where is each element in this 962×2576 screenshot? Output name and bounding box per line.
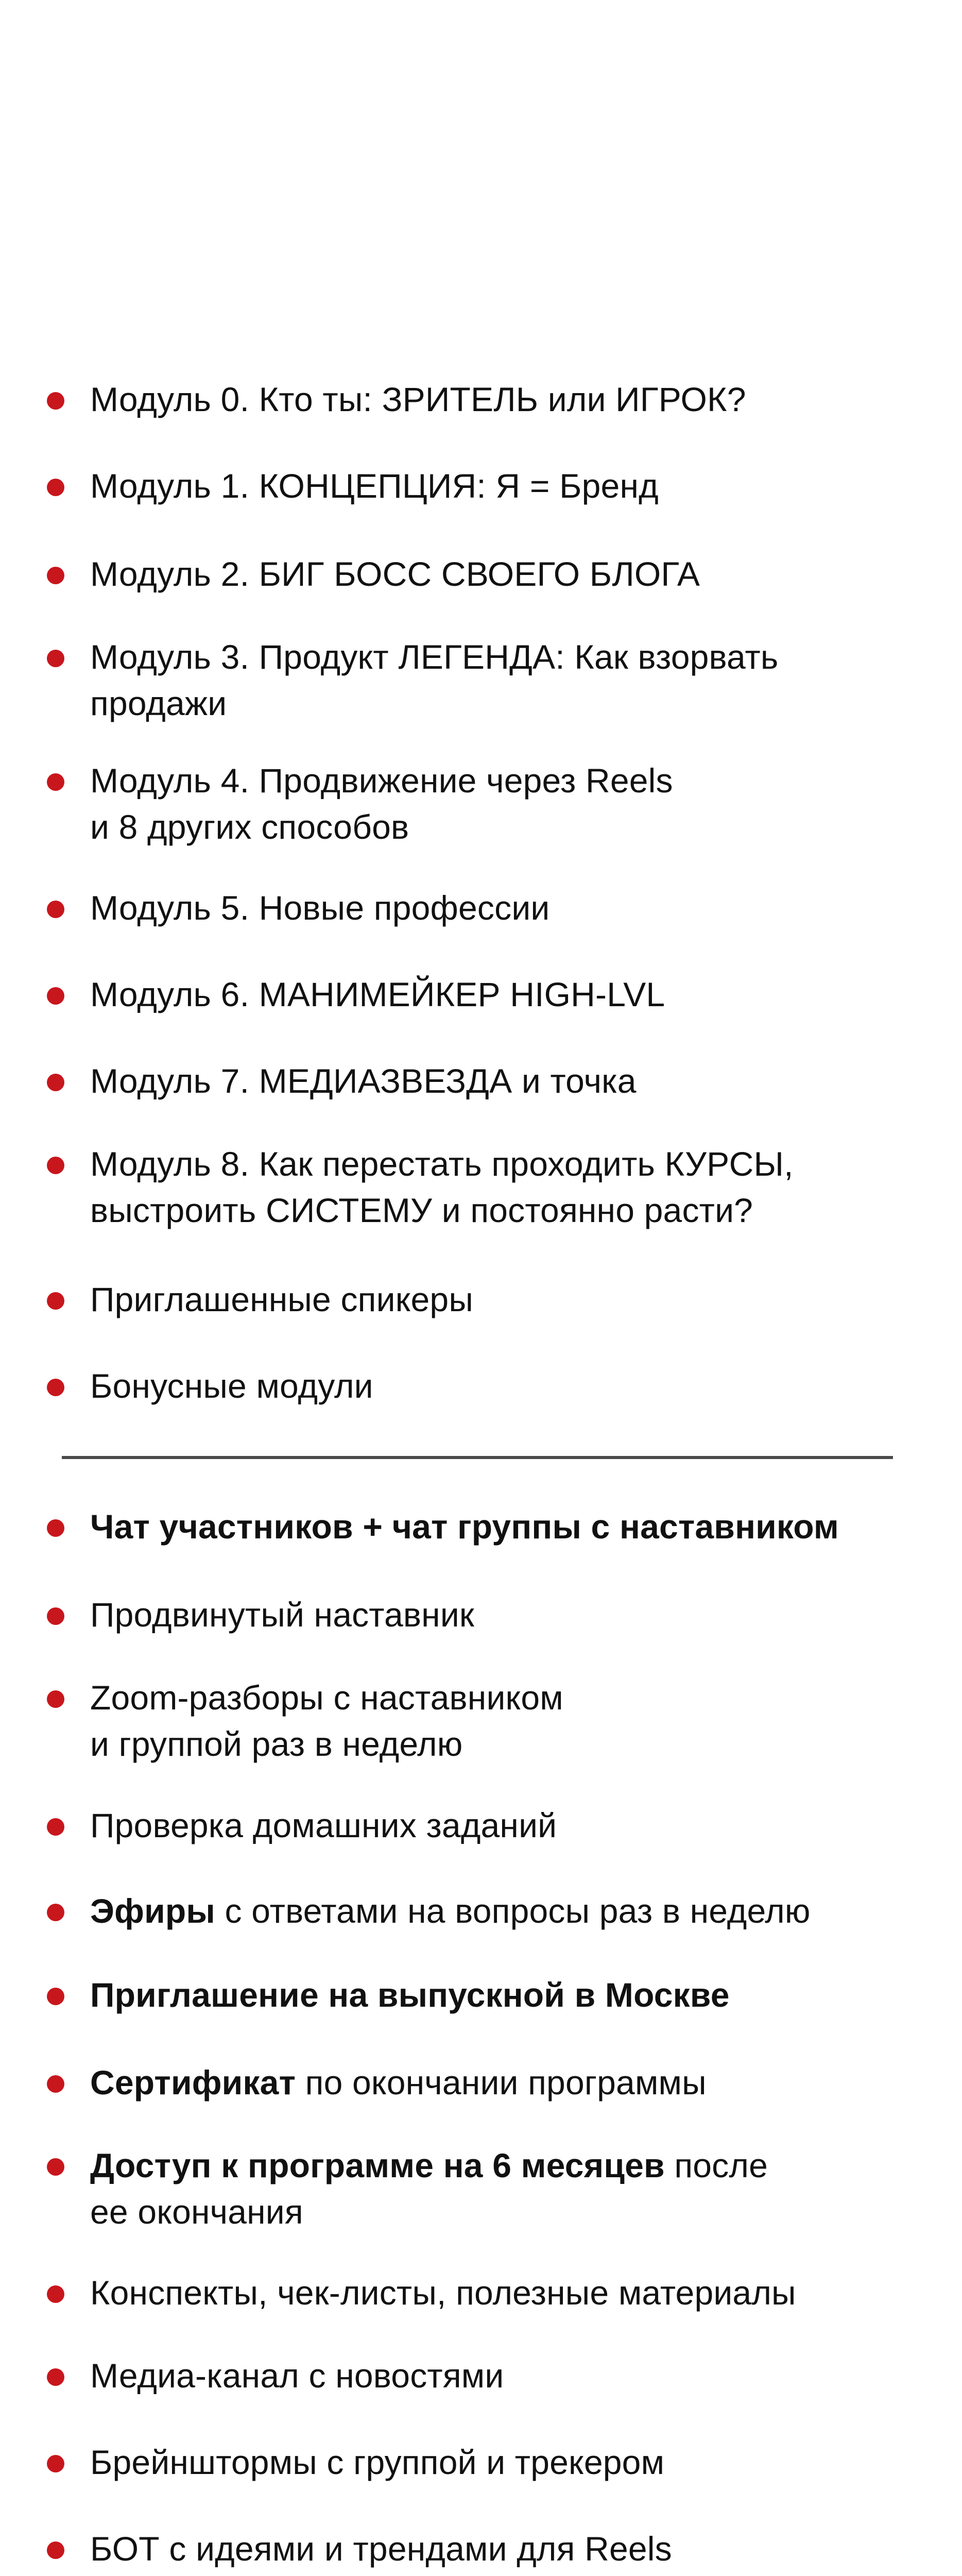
bullet-icon xyxy=(47,1904,64,1921)
list-item xyxy=(90,2526,894,2572)
list-item xyxy=(90,376,894,422)
list-item xyxy=(90,634,894,726)
module-label: Модуль 1. КОНЦЕПЦИЯ: Я = Бренд xyxy=(90,467,659,505)
bullet-icon xyxy=(47,2541,64,2559)
feature-label xyxy=(90,2357,504,2395)
bullet-icon xyxy=(47,2455,64,2472)
feature-label xyxy=(90,2443,664,2481)
list-item xyxy=(90,1503,894,1550)
list-item xyxy=(90,463,894,509)
module-label: Модуль 2. БИГ БОСС СВОЕГО БЛОГА xyxy=(90,555,700,593)
feature-text: по окончании программы xyxy=(296,2063,707,2102)
list-item xyxy=(90,1802,894,1849)
bullet-icon xyxy=(47,2075,64,2093)
feature-text: Проверка домашних заданий xyxy=(90,1806,557,1844)
feature-label xyxy=(90,1976,730,2014)
list-item xyxy=(90,2439,894,2485)
list-item xyxy=(90,2352,894,2399)
feature-text: Конспекты, чек-листы, полезные материалы xyxy=(90,2274,796,2312)
feature-line-2: и группой раз в неделю xyxy=(90,1725,463,1763)
list-item xyxy=(90,885,894,931)
bullet-icon xyxy=(47,1607,64,1625)
module-label: Модуль 7. МЕДИАЗВЕЗДА и точка xyxy=(90,1062,637,1100)
feature-label xyxy=(90,1892,811,1930)
feature-text: Брейнштормы с группой и трекером xyxy=(90,2443,665,2481)
bullet-icon xyxy=(47,1818,64,1836)
feature-label xyxy=(90,1806,557,1844)
section-divider xyxy=(62,1456,893,1459)
feature-label xyxy=(90,1507,839,1546)
bullet-icon xyxy=(47,1292,64,1310)
list-item xyxy=(90,1058,894,1104)
module-label-line-2: и 8 других способов xyxy=(90,808,409,846)
bullet-icon xyxy=(47,773,64,791)
feature-bold-text: Приглашение на выпускной в Москве xyxy=(90,1976,730,2014)
module-label: Бонусные модули xyxy=(90,1367,373,1405)
bullet-icon xyxy=(47,1690,64,1708)
bullet-icon xyxy=(47,1519,64,1537)
feature-label xyxy=(90,2146,768,2231)
list-item xyxy=(90,2142,894,2235)
bullet-icon xyxy=(47,2158,64,2176)
module-label xyxy=(90,638,779,722)
bullet-icon xyxy=(47,567,64,584)
bullet-icon xyxy=(47,1988,64,2005)
feature-bold-text: Эфиры xyxy=(90,1892,215,1930)
feature-line-1: Zoom-разборы с наставником xyxy=(90,1679,563,1717)
list-item xyxy=(90,551,894,597)
module-label xyxy=(90,761,673,846)
list-item xyxy=(90,1591,894,1638)
list-item xyxy=(90,1972,894,2018)
bullet-icon xyxy=(47,479,64,496)
feature-label xyxy=(90,2063,707,2102)
bullet-icon xyxy=(47,650,64,667)
module-label-line-1: Модуль 3. Продукт ЛЕГЕНДА: Как взорвать xyxy=(90,638,779,676)
list-item xyxy=(90,1141,894,1233)
bullet-icon xyxy=(47,2285,64,2303)
bullet-icon xyxy=(47,901,64,918)
feature-text: после xyxy=(664,2146,768,2184)
module-label-line-2: продажи xyxy=(90,684,227,722)
bullet-icon xyxy=(47,2368,64,2386)
feature-text: БОТ с идеями и трендами для Reels xyxy=(90,2530,672,2568)
feature-label xyxy=(90,2274,796,2312)
feature-text: Продвинутый наставник xyxy=(90,1596,474,1634)
list-item xyxy=(90,2269,894,2316)
bullet-icon xyxy=(47,1379,64,1396)
list-item xyxy=(90,1276,894,1323)
module-label xyxy=(90,1145,794,1229)
feature-text: с ответами на вопросы раз в неделю xyxy=(215,1892,811,1930)
bullet-icon xyxy=(47,1074,64,1091)
module-label: Модуль 6. МАНИМЕЙКЕР HIGH-LVL xyxy=(90,975,665,1013)
feature-bold-text: Чат участников + чат группы с наставником xyxy=(90,1507,839,1546)
list-item xyxy=(90,757,894,850)
list-item xyxy=(90,1674,894,1767)
list-item xyxy=(90,1363,894,1409)
bullet-icon xyxy=(47,1157,64,1174)
bullet-icon xyxy=(47,392,64,410)
list-item xyxy=(90,2059,894,2106)
module-label: Модуль 0. Кто ты: ЗРИТЕЛЬ или ИГРОК? xyxy=(90,380,746,418)
module-label-line-2: выстроить СИСТЕМУ и постоянно расти? xyxy=(90,1191,753,1229)
module-label-line-1: Модуль 4. Продвижение через Reels xyxy=(90,761,673,800)
feature-label xyxy=(90,1679,563,1763)
module-label: Приглашенные спикеры xyxy=(90,1280,473,1318)
feature-bold-text: Сертификат xyxy=(90,2063,296,2102)
feature-label xyxy=(90,1596,474,1634)
list-item xyxy=(90,1888,894,1934)
feature-text: Медиа-канал с новостями xyxy=(90,2357,504,2395)
module-label-line-1: Модуль 8. Как перестать проходить КУРСЫ, xyxy=(90,1145,794,1183)
bullet-icon xyxy=(47,987,64,1005)
feature-label xyxy=(90,2530,672,2568)
feature-line-2: ее окончания xyxy=(90,2193,303,2231)
feature-bold-text: Доступ к программе на 6 месяцев xyxy=(90,2146,665,2184)
module-label: Модуль 5. Новые профессии xyxy=(90,889,550,927)
list-item xyxy=(90,971,894,1018)
